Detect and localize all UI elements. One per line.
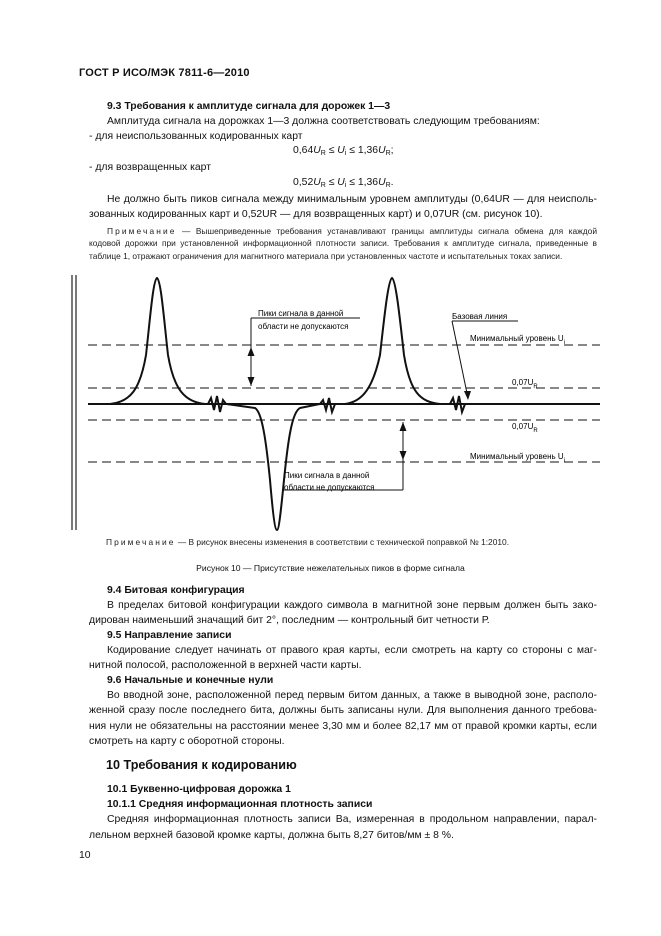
label-bottom-zone-2: области не допускаются	[284, 483, 375, 492]
label-bottom-zone-1: Пики сигнала в данной	[284, 471, 370, 480]
note-label: Примечание	[107, 226, 177, 236]
section-9-6	[89, 673, 597, 749]
section-9-3-paragraph: Не должно быть пиков сигнала между минимальным уровнем амплитуды (0,64UR — для неиспользованных кодированных карт и 0,52UR — для возвращенных карт) и 0,07UR (см. рисунок 10).	[89, 194, 597, 221]
arrow-head	[248, 347, 255, 356]
document-header: ГОСТ Р ИСО/МЭК 7811-6—2010	[79, 67, 250, 79]
sub-i: i	[563, 458, 566, 464]
note-text: — Вышеприведенные требования устанавливают границы амплитуды сигнала обмена для каждой кодовой дорожки при установленной информационной плотности записи. Требования к амплитуде сигнала, приведенные в таблице 1, отражают ограничения для магнитного материала при установленных частоте и испытательных токах записи.	[89, 226, 598, 261]
arrow-head	[248, 377, 255, 386]
section-9-4-text: В пределах битовой конфигурации каждого символа в магнитной зоне первым должен быть закодирован наименьший значащий бит 2°, последним — контрольный бит четности Р.	[89, 600, 597, 627]
baseline-leader	[452, 321, 468, 398]
label-min-level-bottom-text: Минимальный уровень U	[470, 452, 564, 461]
label-min-level-top-text: Минимальный уровень U	[470, 334, 564, 343]
section-9-6-text: Во вводной зоне, расположенной перед первым битом данных, а также в выводной зоне, расположенной сразу после последнего бита, должны быть записаны нули. Для выполнения данного требования нули не обязательны на расстоянии менее 3,30 мм и более 82,17 мм от правой кромки карты, если смотреть на карту с оборотной стороны.	[89, 690, 597, 747]
sub-r: R	[533, 428, 538, 434]
section-10-1-heading: 10.1 Буквенно-цифровая дорожка 1	[107, 784, 291, 795]
page-number: 10	[79, 850, 91, 861]
section-9-5-heading: 9.5 Направление записи	[107, 630, 232, 641]
section-9-5-text: Кодирование следует начинать от правого края карты, если смотреть на карту со стороны с магнитной полосой, расположенной в верхней части карты.	[89, 645, 597, 672]
item-returned-cards: - для возвращенных карт	[89, 162, 211, 173]
label-baseline: Базовая линия	[452, 312, 508, 321]
label-top-zone-1: Пики сигнала в данной	[258, 309, 344, 318]
figure-note	[106, 536, 606, 548]
section-10-1	[89, 782, 597, 843]
section-9-5	[89, 628, 597, 674]
sub-r: R	[533, 384, 538, 390]
label-007-bottom-text: 0,07U	[512, 422, 534, 431]
formula-unused: $0,64U_R \le U_i \le 1,36U_R$;	[293, 145, 394, 157]
arrow-head	[400, 451, 407, 460]
section-9-4	[89, 583, 597, 629]
section-10-1-1-heading: 10.1.1 Средняя информационная плотность записи	[107, 799, 373, 811]
section-10-heading: 10 Требования к кодированию	[106, 758, 297, 772]
arrow-head	[400, 422, 407, 431]
sub-i: i	[563, 340, 566, 346]
section-9-6-heading: 9.6 Начальные и конечные нули	[107, 675, 274, 686]
item-unused-cards: - для неиспользованных кодированных карт	[89, 131, 303, 143]
section-9-4-heading: 9.4 Битовая конфигурация	[107, 585, 245, 596]
formula-returned: $0,52U_R \le U_i \le 1,36U_R$.	[293, 177, 394, 189]
label-007-top-text: 0,07U	[512, 378, 534, 387]
arrow-head	[464, 391, 471, 400]
label-min-level-top	[470, 334, 565, 346]
figure-caption: Рисунок 10 — Присутствие нежелательных пиков в форме сигнала	[196, 563, 465, 573]
label-007-bottom	[512, 422, 538, 434]
section-10-1-1-text: Средняя информационная плотность записи Ba, измеренная в продольном направлении, параллельном верхней базовой кромке карты, должна быть 8,27 битов/мм ± 8 %.	[89, 814, 597, 841]
figure-note-text: — В рисунок внесены изменения в соответствии с технической поправкой № 1:2010.	[177, 537, 510, 547]
section-9-3-heading: 9.3 Требования к амплитуде сигнала для дорожек 1—3	[107, 101, 391, 112]
section-9-3-intro: Амплитуда сигнала на дорожках 1—3 должна соответствовать следующим требованиям:	[107, 116, 540, 128]
label-top-zone-2: области не допускаются	[258, 322, 349, 331]
figure-note-label: Примечание	[106, 537, 176, 547]
